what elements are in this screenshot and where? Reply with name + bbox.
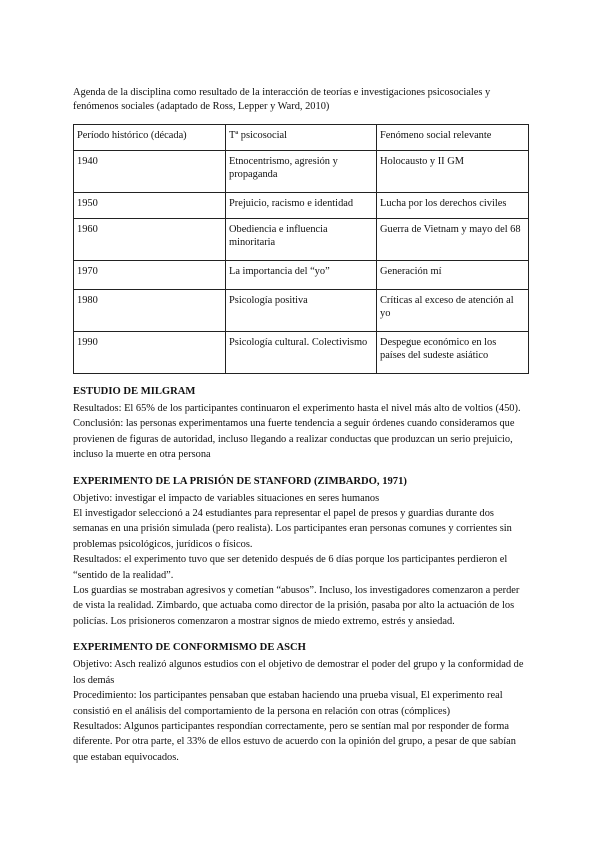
- table-row: [74, 261, 529, 290]
- table-cell: 1980: [74, 290, 226, 332]
- stanford-section: [73, 475, 528, 630]
- agenda-table: [73, 124, 529, 374]
- column-header: Tª psicosocial: [226, 125, 377, 151]
- asch-objective: Objetivo: Asch realizó algunos estudios con el objetivo de demostrar el poder del grupo y la conformidad de los demás: [73, 659, 524, 686]
- table-cell: Generación mí: [377, 261, 529, 290]
- section-title: EXPERIMENTO DE LA PRISIÓN DE STANFORD (ZIMBARDO, 1971): [73, 475, 407, 487]
- table-cell: Etnocentrismo, agresión y propaganda: [226, 151, 377, 193]
- section-title: ESTUDIO DE MILGRAM: [73, 386, 196, 397]
- stanford-procedure: El investigador seleccionó a 24 estudiantes para representar el papel de presos y guardias durante dos semanas en una prisión simulada (pero realista). Los participantes eran personas comunes y corrientes sin problemas psicológicos, jurídicos o físicos.: [73, 508, 512, 550]
- table-row: [74, 290, 529, 332]
- table-row: [74, 193, 529, 219]
- stanford-guards: Los guardias se mostraban agresivos y cometían “abusos”. Incluso, los investigadores comenzaron a perder de vista la realidad. Zimbardo, que actuaba como director de la prisión, pasaba por alto la actuación de los policías. Los prisioneros comenzaron a mostrar signos de miedo extremo, estrés y ansiedad.: [73, 585, 520, 627]
- table-cell: 1970: [74, 261, 226, 290]
- asch-results: Resultados: Algunos participantes respondían correctamente, pero se sentían mal por responder de forma diferente. Por otra parte, el 33% de ellos estuvo de acuerdo con la opinión del grupo, a pesar de que sabían que estaban equivocados.: [73, 720, 516, 763]
- table-cell: Lucha por los derechos civiles: [377, 193, 529, 219]
- table-row: [74, 332, 529, 374]
- table-cell: Prejuicio, racismo e identidad: [226, 193, 377, 219]
- column-header: Período histórico (década): [74, 125, 226, 151]
- table-cell: Obediencia e influencia minoritaria: [226, 219, 377, 261]
- stanford-results: Resultados: el experimento tuvo que ser detenido después de 6 días porque los participantes perdieron el “sentido de la realidad”.: [73, 554, 508, 581]
- asch-section: [73, 641, 528, 765]
- table-cell: 1940: [74, 151, 226, 193]
- table-cell: La importancia del “yo”: [226, 261, 377, 290]
- table-cell: Holocausto y II GM: [377, 151, 529, 193]
- table-cell: Guerra de Vietnam y mayo del 68: [377, 219, 529, 261]
- table-cell: Psicología cultural. Colectivismo: [226, 332, 377, 374]
- table-row: [74, 219, 529, 261]
- column-header: Fenómeno social relevante: [377, 125, 529, 151]
- table-row: [74, 151, 529, 193]
- stanford-objective: Objetivo: investigar el impacto de variables situaciones en seres humanos: [73, 492, 380, 504]
- milgram-section: [73, 385, 528, 463]
- table-header-row: [74, 125, 529, 151]
- milgram-conclusion: Conclusión: las personas experimentamos una fuerte tendencia a seguir órdenes cuando consideramos que provienen de figuras de autoridad, incluso llegando a realizar conductas que produzcan un serio prejuicio, incluso la muerte en otra persona: [73, 418, 515, 461]
- section-title: EXPERIMENTO DE CONFORMISMO DE ASCH: [73, 642, 306, 654]
- table-caption: Agenda de la disciplina como resultado de la interacción de teorías e investigaciones psicosociales y fenómenos sociales (adaptado de Ross, Lepper y Ward, 2010): [73, 87, 491, 112]
- table-cell: Críticas al exceso de atención al yo: [377, 290, 529, 332]
- table-cell: Despegue económico en los países del sudeste asiático: [377, 332, 529, 374]
- table-cell: Psicología positiva: [226, 290, 377, 332]
- asch-procedure: Procedimiento: los participantes pensaban que estaban haciendo una prueba visual, El experimento real consistió en el análisis del comportamiento de la persona en relación con otras (cómplices): [73, 690, 503, 717]
- table-cell: 1950: [74, 193, 226, 219]
- table-cell: 1990: [74, 332, 226, 374]
- document-page: [73, 86, 528, 765]
- milgram-results: Resultados: El 65% de los participantes continuaron el experimento hasta el nivel más alto de voltios (450).: [73, 403, 521, 414]
- table-cell: 1960: [74, 219, 226, 261]
